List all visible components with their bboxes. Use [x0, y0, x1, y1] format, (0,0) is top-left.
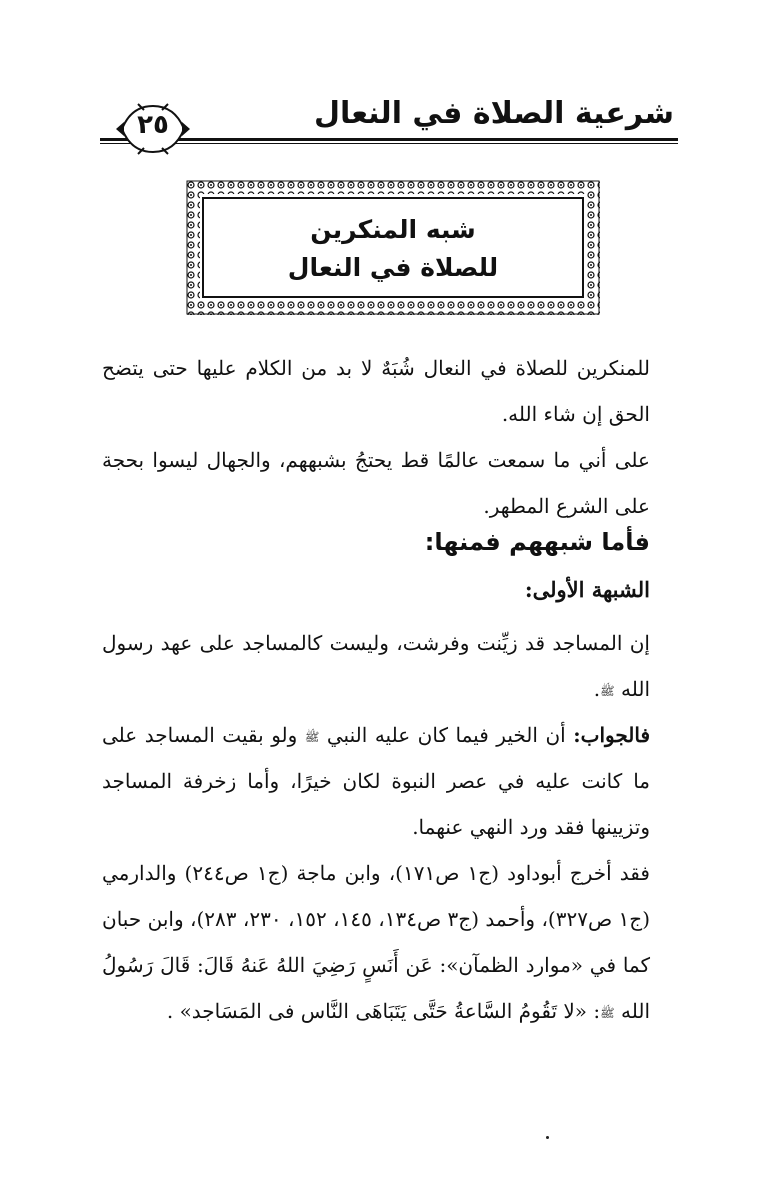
salutation-glyph: ﷺ — [600, 1005, 615, 1020]
page-speck — [546, 1136, 549, 1139]
answer-label: فالجواب: — [573, 723, 651, 747]
paragraph-answer — [102, 712, 650, 850]
running-title: شرعية الصلاة في النعال — [313, 96, 674, 131]
paragraph-scholars — [102, 437, 650, 529]
paragraph-text: ولو بقيت المساجد على ما كانت عليه في عصر النبوة لكان خيرًا، وأما زخرفة المساجد وتزيينها فقد ورد النهي عنهما. — [102, 723, 650, 839]
frame-inner-border — [202, 197, 584, 298]
section-title-line1: شبه المنكرين — [310, 215, 476, 244]
section-title-line2: للصلاة في النعال — [287, 253, 499, 282]
paragraph-doubt-one: إن المساجد قد زيِّنت وفرشت، وليست كالمساجد على عهد رسول الله ﷺ. — [102, 631, 650, 701]
paragraph-text: فقد أخرج أبوداود (ج١ ص١٧١)، وابن ماجة (ج١ ص٢٤٤) والدارمي (ج١ ص٣٢٧)، وأحمد (ج٣ ص١٣٤، ١٤٥، ١٥٢، ٢٣٠، ٢٨٣)، وابن حبان كما في «موارد الظمآن»: عَن أَنَسٍ رَضِيَ اللهُ عَنهُ قَالَ: قَالَ رَسُولُ الله — [102, 861, 651, 1023]
subheading-first-doubt: الشبهة الأولى: — [524, 577, 650, 602]
paragraph-text: للمنكرين للصلاة في النعال شُبَهٌ لا بد من الكلام عليها حتى يتضح الحق إن شاء الله. — [102, 356, 650, 426]
paragraph-text: أن الخير فيما كان عليه النبي — [326, 723, 566, 747]
section-heading: فأما شبههم فمنها: — [424, 528, 650, 556]
paragraph-text: على أني ما سمعت عالمًا قط يحتجُ بشبههم، والجهال ليسوا بحجة على الشرع المطهر. — [102, 448, 650, 518]
paragraph-intro — [102, 345, 650, 437]
paragraph-text: إن المساجد قد زيِّنت وفرشت، وليست كالمساجد على عهد رسول الله — [102, 631, 650, 701]
hadith-quote: : «لا تَقُومُ السَّاعةُ حَتَّى يَتَبَاهَى النَّاس فى المَسَاجد» . — [166, 999, 601, 1023]
paragraph-hadith — [102, 850, 650, 1034]
salutation-glyph: ﷺ — [304, 729, 320, 744]
salutation-glyph: ﷺ — [600, 683, 615, 698]
page-number: ٢٥ — [137, 110, 169, 140]
